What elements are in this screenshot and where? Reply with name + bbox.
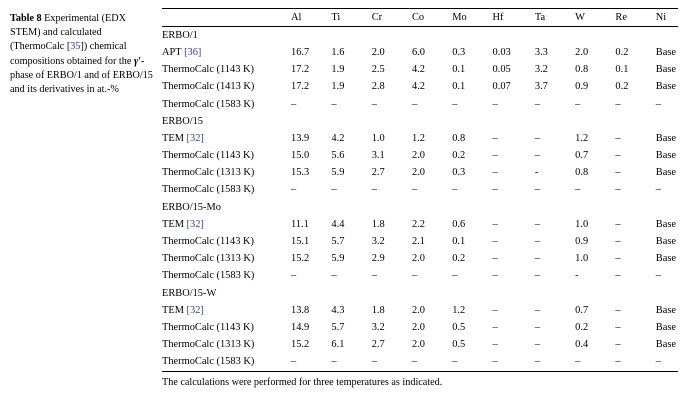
cell-mo: 0.6 [452, 218, 466, 230]
cell-co: 2.0 [411, 321, 425, 333]
cell-w: 1.2 [575, 132, 589, 144]
row-label: ThermoCalc (1143 K) [162, 236, 254, 248]
cell-cr: 2.8 [371, 81, 385, 93]
row-label: ThermoCalc (1583 K) [162, 98, 255, 110]
row-label: ThermoCalc (1583 K) [162, 270, 255, 282]
cell-ta: - [534, 167, 539, 179]
citation-ref-35[interactable]: 35 [70, 41, 81, 53]
cell-ti: – [331, 184, 337, 196]
cell-cr: 1.8 [371, 304, 385, 316]
cell-hf: – [492, 167, 498, 179]
cell-hf: – [492, 98, 498, 110]
cell-w: 1.0 [575, 218, 589, 230]
citation-ref[interactable]: [32] [186, 218, 204, 230]
table-caption-label: Table 8 [10, 13, 42, 24]
cell-co: – [411, 184, 418, 196]
cell-re: – [615, 354, 655, 372]
cell-al: 15.0 [291, 150, 310, 162]
cell-hf: – [492, 253, 498, 265]
cell-ni: Base [655, 167, 676, 179]
table-footnote: The calculations were performed for three temperatures as indicated. [162, 376, 443, 388]
cell-co: 6.0 [411, 46, 425, 58]
cell-hf: – [492, 339, 498, 351]
cell-w: 1.0 [575, 253, 589, 265]
table-caption-text-3: -phase of ERBO/1 and of ERBO/15 and its derivatives in at.-% [10, 55, 153, 96]
cell-ta: – [534, 184, 541, 196]
cell-ta: – [534, 218, 541, 230]
cell-w: 0.7 [575, 304, 589, 316]
col-header-re: Re [615, 9, 655, 27]
row-label: ThermoCalc (1313 K) [162, 167, 255, 179]
col-header-hf: Hf [493, 9, 535, 27]
citation-ref[interactable]: [32] [186, 304, 204, 316]
cell-al: 16.7 [291, 46, 310, 58]
cell-al: – [291, 354, 331, 372]
cell-co: 2.1 [411, 236, 425, 248]
cell-ni: Base [655, 321, 676, 333]
cell-co: 2.0 [411, 167, 425, 179]
cell-ni: Base [655, 150, 676, 162]
row-label [162, 302, 291, 319]
composition-table [162, 8, 678, 372]
col-header-al: Al [291, 9, 331, 27]
cell-cr: 2.5 [371, 64, 385, 76]
table-body [162, 27, 678, 372]
cell-cr: – [371, 270, 377, 282]
col-header-ni: Ni [656, 9, 678, 27]
row-label-text: TEM [162, 304, 184, 316]
cell-cr: 2.7 [371, 167, 385, 179]
table-row [162, 216, 678, 233]
cell-mo: 0.5 [452, 321, 466, 333]
table-row [162, 268, 678, 285]
cell-co: – [411, 270, 418, 282]
cell-ti: 4.3 [331, 304, 345, 316]
table-row [162, 130, 678, 147]
cell-ta: – [534, 98, 541, 110]
cell-cr: – [371, 98, 377, 110]
row-label: ThermoCalc (1143 K) [162, 64, 254, 76]
cell-w: 0.2 [575, 321, 589, 333]
cell-al: 15.2 [291, 253, 310, 265]
cell-hf: – [492, 236, 498, 248]
cell-w: 0.9 [575, 236, 589, 248]
cell-al: – [291, 270, 297, 282]
table-caption [10, 8, 162, 97]
cell-co: 2.2 [411, 218, 425, 230]
row-label-text: TEM [162, 218, 184, 230]
cell-cr: – [371, 184, 377, 196]
cell-ni: – [656, 354, 678, 372]
table-row [162, 182, 678, 199]
table-row [162, 148, 678, 165]
row-label [162, 130, 291, 147]
table-row [162, 62, 678, 79]
cell-mo: – [452, 270, 458, 282]
cell-ti: 5.9 [331, 167, 345, 179]
cell-ta: – [534, 150, 541, 162]
cell-re: – [615, 253, 621, 265]
cell-cr: 2.7 [371, 339, 385, 351]
cell-re: – [615, 150, 621, 162]
cell-ti: 5.9 [331, 253, 345, 265]
table-row [162, 44, 678, 61]
row-label [162, 44, 291, 61]
cell-co: 4.2 [411, 81, 425, 93]
table-group-row [162, 27, 678, 45]
cell-mo: 0.3 [452, 46, 466, 58]
cell-ta: – [534, 132, 541, 144]
cell-cr: 1.8 [371, 218, 385, 230]
cell-al: 17.2 [291, 81, 310, 93]
cell-hf: – [492, 218, 498, 230]
cell-cr: 2.0 [371, 46, 385, 58]
row-label: ThermoCalc (1583 K) [162, 354, 291, 372]
cell-al: 15.3 [291, 167, 310, 179]
cell-cr: 1.0 [371, 132, 385, 144]
cell-ti: 4.4 [331, 218, 345, 230]
cell-re: – [615, 132, 621, 144]
cell-al: 13.8 [291, 304, 310, 316]
cell-co: 2.0 [411, 150, 425, 162]
table-row [162, 79, 678, 96]
col-header-cr: Cr [372, 9, 412, 27]
table-row [162, 319, 678, 336]
cell-cr: 2.9 [371, 253, 385, 265]
cell-ti: 5.7 [331, 321, 345, 333]
cell-w: 0.4 [575, 339, 589, 351]
row-label-text: TEM [162, 132, 184, 144]
cell-hf: – [492, 132, 498, 144]
cell-ni: Base [655, 64, 676, 76]
cell-mo: – [452, 98, 458, 110]
cell-w: 0.8 [575, 64, 589, 76]
cell-ti: 5.7 [331, 236, 345, 248]
cell-ti: – [331, 98, 337, 110]
cell-ta: 3.2 [534, 64, 548, 76]
cell-w: – [575, 354, 615, 372]
cell-mo: 0.8 [452, 132, 466, 144]
cell-co: 1.2 [411, 132, 425, 144]
cell-ti: 4.2 [331, 132, 345, 144]
cell-al: – [291, 184, 297, 196]
cell-al: 11.1 [291, 218, 309, 230]
cell-co: – [412, 354, 452, 372]
cell-ta: – [534, 339, 541, 351]
row-label: ThermoCalc (1143 K) [162, 150, 254, 162]
cell-ti: 1.6 [331, 46, 345, 58]
table-row [162, 233, 678, 250]
cell-ni: – [655, 98, 661, 110]
cell-ti: 1.9 [331, 64, 345, 76]
cell-w: 0.7 [575, 150, 589, 162]
cell-ni: Base [655, 339, 676, 351]
col-header-ti: Ti [331, 9, 371, 27]
cell-co: 2.0 [411, 339, 425, 351]
gamma-prime-symbol: γ′ [133, 55, 142, 67]
cell-mo: 0.1 [452, 64, 466, 76]
cell-re: 0.2 [615, 81, 629, 93]
cell-mo: 1.2 [452, 304, 466, 316]
cell-al: 15.1 [291, 236, 310, 248]
table-row [162, 251, 678, 268]
table-header-row [162, 9, 678, 27]
cell-mo: – [452, 184, 458, 196]
table-caption-text-2: ]) chemical compositions obtained for the [10, 41, 134, 67]
cell-al: 14.9 [291, 321, 310, 333]
cell-re: – [615, 270, 621, 282]
col-header-w: W [575, 9, 615, 27]
col-header-blank [162, 9, 291, 27]
cell-ni: – [655, 270, 661, 282]
cell-ti: 5.6 [331, 150, 345, 162]
cell-re: – [615, 321, 621, 333]
cell-cr: 3.2 [371, 236, 385, 248]
cell-ni: Base [655, 236, 676, 248]
cell-ni: Base [655, 46, 676, 58]
cell-cr: 3.1 [371, 150, 385, 162]
cell-ta: – [534, 253, 541, 265]
cell-co: 4.2 [411, 64, 425, 76]
cell-mo: – [452, 354, 492, 372]
cell-ta: – [534, 304, 541, 316]
cell-co: 2.0 [411, 304, 425, 316]
cell-ni: Base [655, 253, 676, 265]
col-header-co: Co [412, 9, 452, 27]
cell-ni: Base [655, 304, 676, 316]
table-group-row [162, 285, 678, 302]
cell-w: - [575, 270, 579, 282]
cell-ni: Base [655, 218, 676, 230]
cell-hf: 0.03 [492, 46, 511, 58]
table-group-row [162, 199, 678, 216]
cell-al: – [291, 98, 297, 110]
cell-ta: – [534, 270, 541, 282]
cell-al: 17.2 [291, 64, 310, 76]
row-label: ThermoCalc (1313 K) [162, 253, 255, 265]
cell-mo: 0.3 [452, 167, 466, 179]
table-row [162, 354, 678, 372]
row-label: ThermoCalc (1583 K) [162, 184, 255, 196]
cell-w: – [575, 184, 581, 196]
table-caption-text-1: Experimental (EDX STEM) and calculated (ThermoCalc [ [10, 13, 126, 53]
table-group-row [162, 113, 678, 130]
cell-re: – [615, 304, 621, 316]
cell-re: – [615, 98, 621, 110]
cell-re: – [615, 184, 621, 196]
citation-ref[interactable]: [36] [184, 46, 202, 58]
cell-co: 2.0 [411, 253, 425, 265]
cell-cr: – [372, 354, 412, 372]
cell-ta: – [534, 321, 541, 333]
cell-hf: 0.05 [492, 64, 511, 76]
cell-re: 0.1 [615, 64, 629, 76]
cell-ti: 1.9 [331, 81, 345, 93]
cell-hf: – [492, 270, 498, 282]
cell-ta: 3.3 [534, 46, 548, 58]
cell-hf: – [492, 304, 498, 316]
cell-ni: Base [655, 132, 676, 144]
table-row [162, 302, 678, 319]
col-header-mo: Mo [452, 9, 492, 27]
cell-w: 0.8 [575, 167, 589, 179]
cell-ti: 6.1 [331, 339, 345, 351]
table-container [162, 8, 678, 389]
cell-cr: 3.2 [371, 321, 385, 333]
cell-mo: 0.2 [452, 150, 466, 162]
cell-ta: – [535, 354, 575, 372]
cell-re: – [615, 236, 621, 248]
row-label [162, 216, 291, 233]
cell-al: 15.2 [291, 339, 310, 351]
cell-mo: 0.1 [452, 81, 466, 93]
cell-re: – [615, 339, 621, 351]
cell-ta: – [534, 236, 541, 248]
cell-ti: – [331, 270, 337, 282]
cell-re: – [615, 218, 621, 230]
citation-ref[interactable]: [32] [186, 132, 204, 144]
row-label: ThermoCalc (1313 K) [162, 339, 255, 351]
cell-mo: 0.5 [452, 339, 466, 351]
group-label-erbo15: ERBO/15 [162, 115, 203, 127]
cell-mo: 0.2 [452, 253, 466, 265]
cell-hf: – [492, 184, 498, 196]
cell-w: – [575, 98, 581, 110]
cell-ni: Base [655, 81, 676, 93]
cell-hf: – [492, 150, 498, 162]
cell-ni: – [655, 184, 661, 196]
row-label-text: APT [162, 46, 182, 58]
table-row [162, 96, 678, 113]
cell-hf: – [492, 321, 498, 333]
cell-mo: 0.1 [452, 236, 466, 248]
cell-w: 0.9 [575, 81, 589, 93]
cell-co: – [411, 98, 418, 110]
group-label-erbo1: ERBO/1 [162, 29, 198, 41]
col-header-ta: Ta [535, 9, 575, 27]
row-label: ThermoCalc (1143 K) [162, 321, 254, 333]
cell-re: – [615, 167, 621, 179]
cell-hf: – [493, 354, 535, 372]
row-label: ThermoCalc (1413 K) [162, 81, 255, 93]
cell-ti: – [331, 354, 371, 372]
cell-hf: 0.07 [492, 81, 511, 93]
group-label-erbo15-mo: ERBO/15-Mo [162, 201, 221, 213]
cell-al: 13.9 [291, 132, 310, 144]
table-row [162, 337, 678, 354]
cell-ta: 3.7 [534, 81, 548, 93]
cell-re: 0.2 [615, 46, 629, 58]
cell-w: 2.0 [575, 46, 589, 58]
table-row [162, 165, 678, 182]
group-label-erbo15-w: ERBO/15-W [162, 287, 217, 299]
